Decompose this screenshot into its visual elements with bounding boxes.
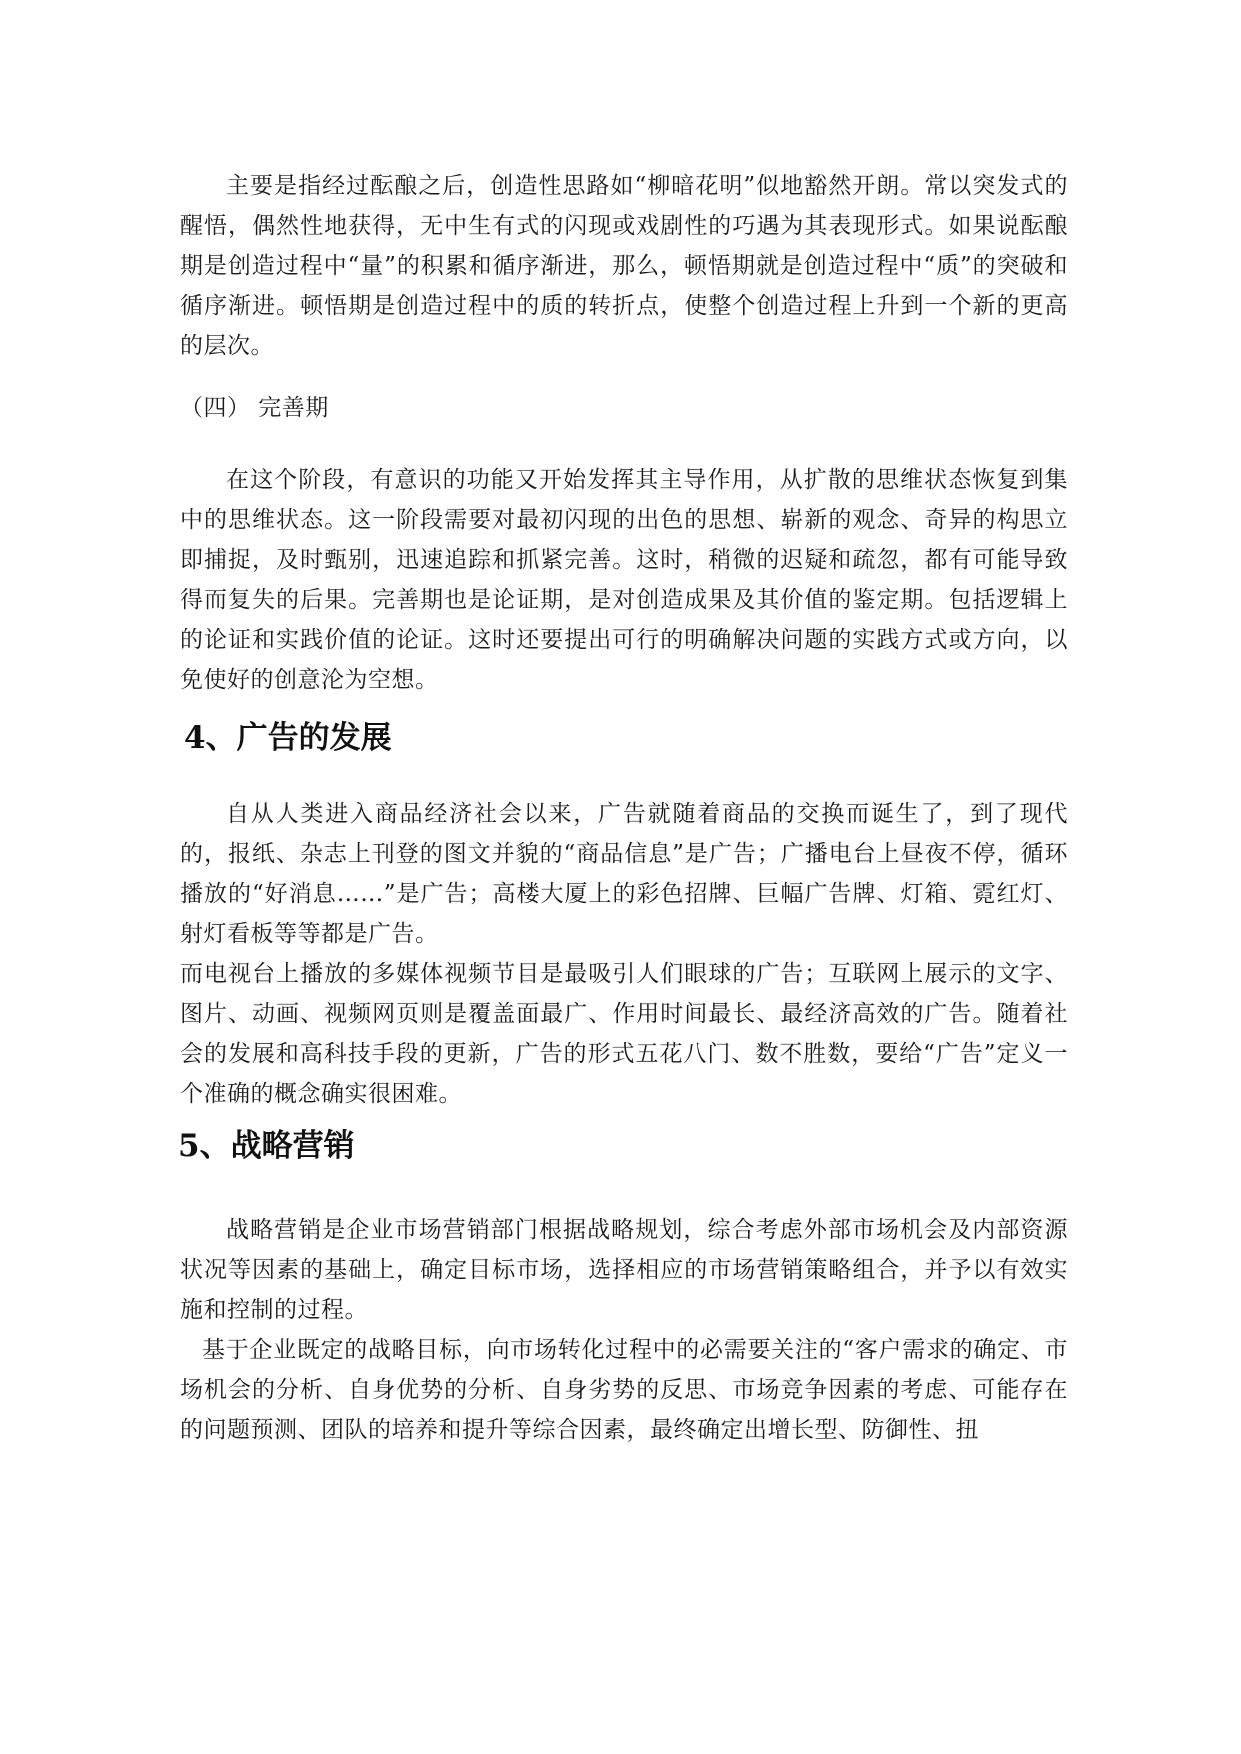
paragraph-enlightenment-period: 主要是指经过酝酿之后，创造性思路如“柳暗花明”似地豁然开朗。常以突发式的醒悟，偶然性地获得，无中生有式的闪现或戏剧性的巧遇为其表现形式。如果说酝酿期是创造过程中“量”的积累和循序渐进，那么，顿悟期就是创造过程中“质”的突破和循序渐进。顿悟期是创造过程中的质的转折点，使整个创造过程上升到一个新的更高的层次。 (180, 173, 1068, 359)
paragraph-advertising-history: 自从人类进入商品经济社会以来，广告就随着商品的交换而诞生了，到了现代的，报纸、杂志上刊登的图文并貌的“商品信息”是广告；广播电台上昼夜不停，循环播放的“好消息……”是广告；高楼大厦上的彩色招牌、巨幅广告牌、灯箱、霓红灯、射灯看板等等都是广告。 (180, 801, 1068, 947)
subheading-completion-period: （四） 完善期 (180, 395, 329, 421)
heading-advertising-development: 4、广告的发展 (184, 720, 392, 756)
paragraph-strategic-marketing-process: 基于企业既定的战略目标，向市场转化过程中的必需要关注的“客户需求的确定、市场机会的分析、自身优势的分析、自身劣势的反思、市场竞争因素的考虑、可能存在的问题预测、团队的培养和提升等综合因素，最终确定出增长型、防御性、扭 (180, 1337, 1068, 1443)
paragraph-advertising-media: 而电视台上播放的多媒体视频节目是最吸引人们眼球的广告；互联网上展示的文字、图片、动画、视频网页则是覆盖面最广、作用时间最长、最经济高效的广告。随着社会的发展和高科技手段的更新，广告的形式五花八门、数不胜数，要给“广告”定义一个准确的概念确实很困难。 (180, 961, 1068, 1107)
paragraph-completion-period: 在这个阶段，有意识的功能又开始发挥其主导作用，从扩散的思维状态恢复到集中的思维状态。这一阶段需要对最初闪现的出色的思想、崭新的观念、奇异的构思立即捕捉，及时甄别，迅速追踪和抓紧完善。这时，稍微的迟疑和疏忽，都有可能导致得而复失的后果。完善期也是论证期，是对创造成果及其价值的鉴定期。包括逻辑上的论证和实践价值的论证。这时还要提出可行的明确解决问题的实践方式或方向，以免使好的创意沦为空想。 (180, 467, 1068, 693)
heading-strategic-marketing: 5、战略营销 (178, 1128, 355, 1164)
paragraph-strategic-marketing-definition: 战略营销是企业市场营销部门根据战略规划，综合考虑外部市场机会及内部资源状况等因素的基础上，确定目标市场，选择相应的市场营销策略组合，并予以有效实施和控制的过程。 (180, 1217, 1068, 1323)
